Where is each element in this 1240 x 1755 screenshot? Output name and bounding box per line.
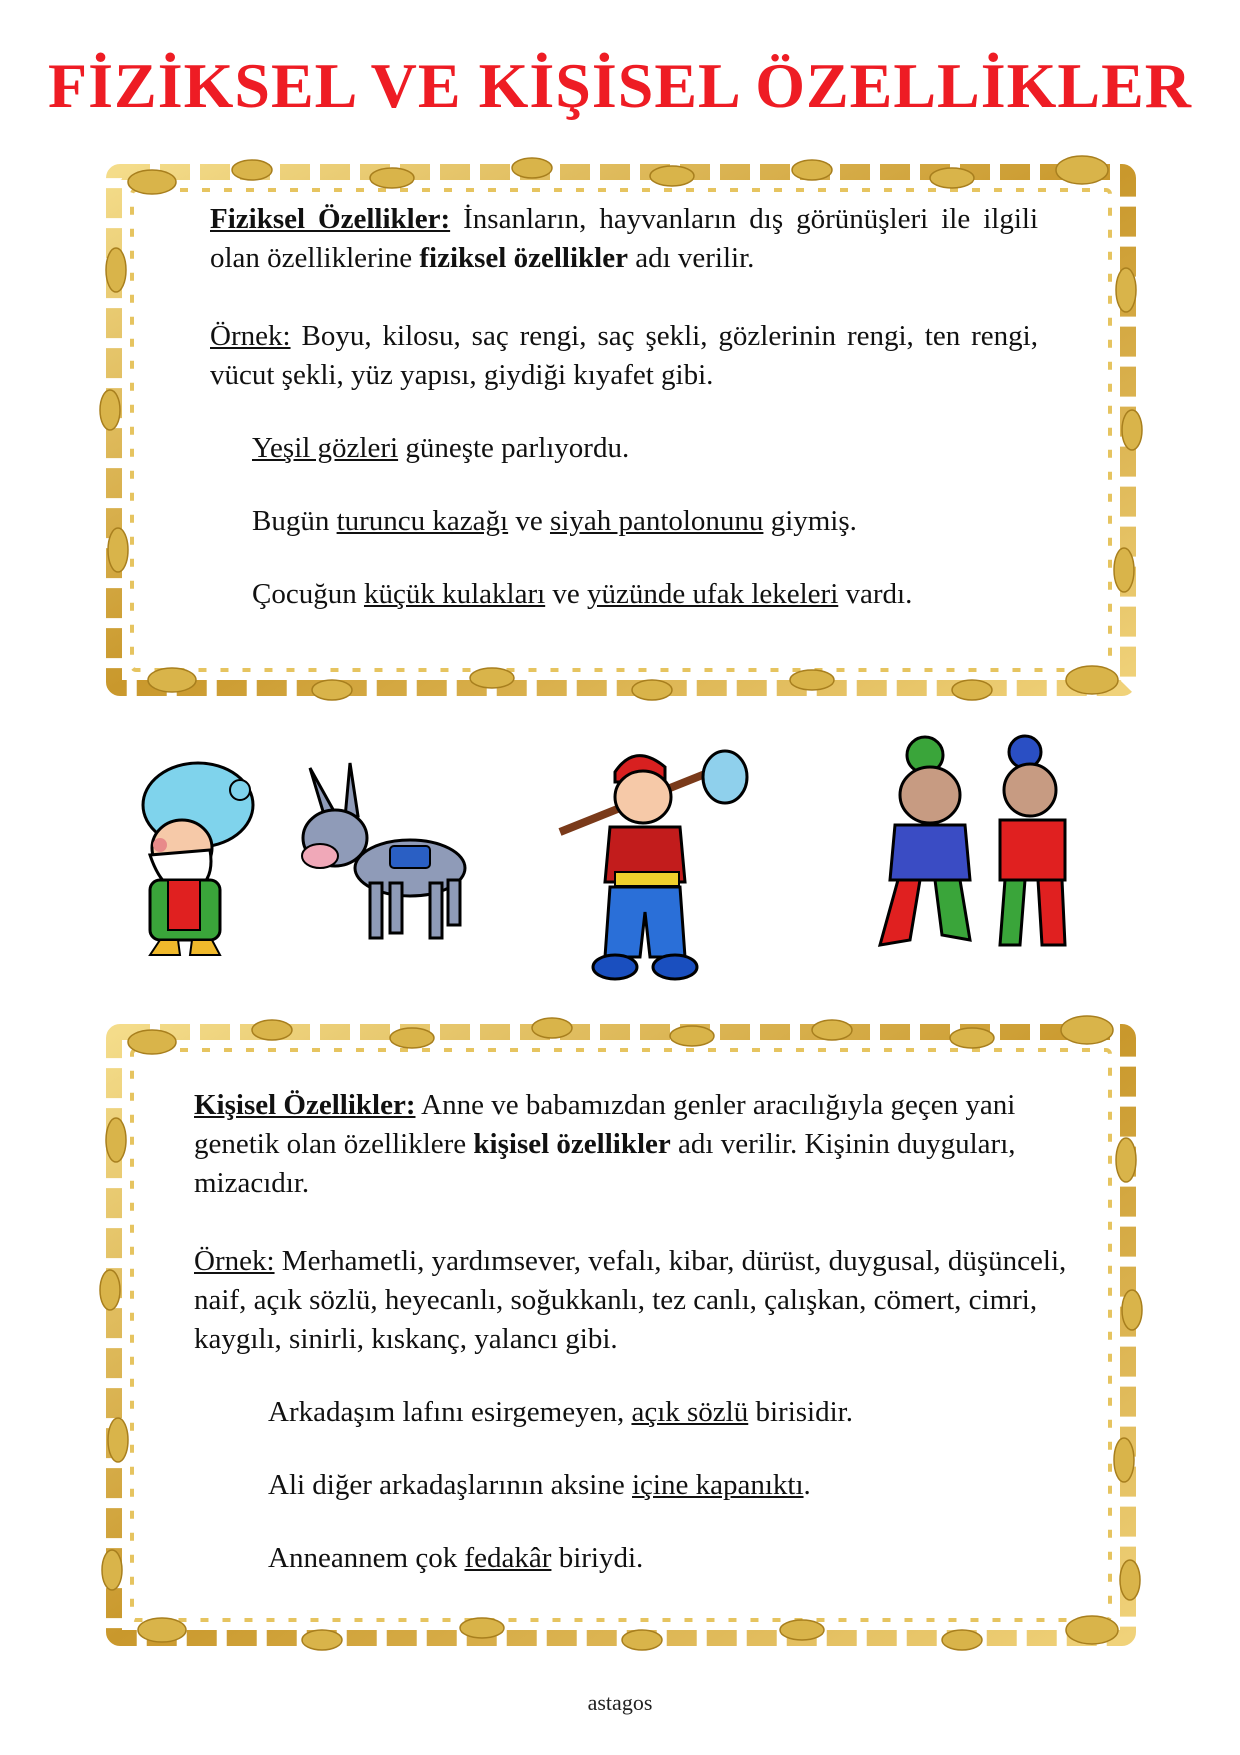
underlined-trait: açık sözlü [631,1396,749,1428]
keloglan-icon [555,732,755,1004]
physical-sentence-1 [210,429,1038,468]
definition-term: kişisel özellikler [473,1128,671,1160]
underlined-feature: turuncu kazağı [336,505,509,537]
definition-term: fiziksel özellikler [419,242,628,274]
physical-text [210,200,1038,614]
sentence-text: ve [545,578,588,610]
underlined-trait: içine kapanıktı [632,1469,804,1501]
underlined-feature: siyah pantolonunu [549,505,764,537]
sentence-text: Arkadaşım lafını esirgemeyen, [268,1396,632,1428]
physical-sentence-2 [210,502,1038,541]
donkey-icon [290,758,470,948]
sentence-text: . [803,1469,811,1501]
personal-text [194,1086,1074,1578]
example-label: Örnek: [194,1245,275,1277]
physical-heading: Fiziksel Özellikler: [210,203,451,235]
karagoz-hacivat-icon [850,730,1110,960]
definition-text: İnsanların, hayvanların dış görünüşleri ile ilgili olan özelliklerine [210,203,1038,274]
physical-sentence-3 [210,575,1038,614]
footer-credit: astagos [587,1690,653,1715]
personal-sentence-2 [194,1466,1074,1505]
personal-heading: Kişisel Özellikler: [194,1089,416,1121]
sentence-text: Ali diğer arkadaşlarının aksine [268,1469,632,1501]
underlined-feature: küçük kulakları [363,578,546,610]
physical-example [210,317,1038,395]
physical-frame [92,150,1150,710]
definition-text: adı verilir. [627,242,755,274]
sentence-text: giymiş. [763,505,857,537]
personal-sentence-1 [194,1393,1074,1432]
personal-frame [92,1010,1150,1660]
example-text: Merhametli, yardımsever, vefalı, kibar, dürüst, duygusal, düşünceli, naif, açık sözlü, heyecanlı, soğukkanlı, tez canlı, çalışkan, cömert, cimri, kaygılı, sinirli, kıskanç, yalancı gibi. [194,1245,1067,1355]
underlined-feature: Yeşil gözleri [252,432,399,464]
sentence-text: Çocuğun [252,578,364,610]
personal-definition [194,1086,1074,1203]
underlined-trait: fedakâr [464,1542,552,1574]
sentence-text: güneşte parlıyordu. [398,432,630,464]
sentence-text: Anneannem çok [268,1542,465,1574]
example-label: Örnek: [210,320,291,352]
personal-sentence-3 [194,1539,1074,1578]
definition-text: adı verilir. Kişinin duyguları, mizacıdır. [194,1128,1016,1199]
sentence-text: ve [508,505,550,537]
physical-definition [210,200,1038,278]
sentence-text: Bugün [252,505,337,537]
sentence-text: birisidir. [748,1396,853,1428]
sentence-text: vardı. [838,578,913,610]
underlined-feature: yüzünde ufak lekeleri [587,578,839,610]
definition-text: Anne ve babamızdan genler aracılığıyla geçen yani genetik olan özelliklere [194,1089,1016,1160]
personal-example [194,1242,1074,1359]
page-title: FİZİKSEL VE KİŞİSEL ÖZELLİKLER [48,50,1192,121]
nasreddin-hodja-icon [120,750,270,960]
sentence-text: biriydi. [551,1542,644,1574]
example-text: Boyu, kilosu, saç rengi, saç şekli, gözlerinin rengi, ten rengi, vücut şekli, yüz yapısı, giydiği kıyafet gibi. [210,320,1038,391]
